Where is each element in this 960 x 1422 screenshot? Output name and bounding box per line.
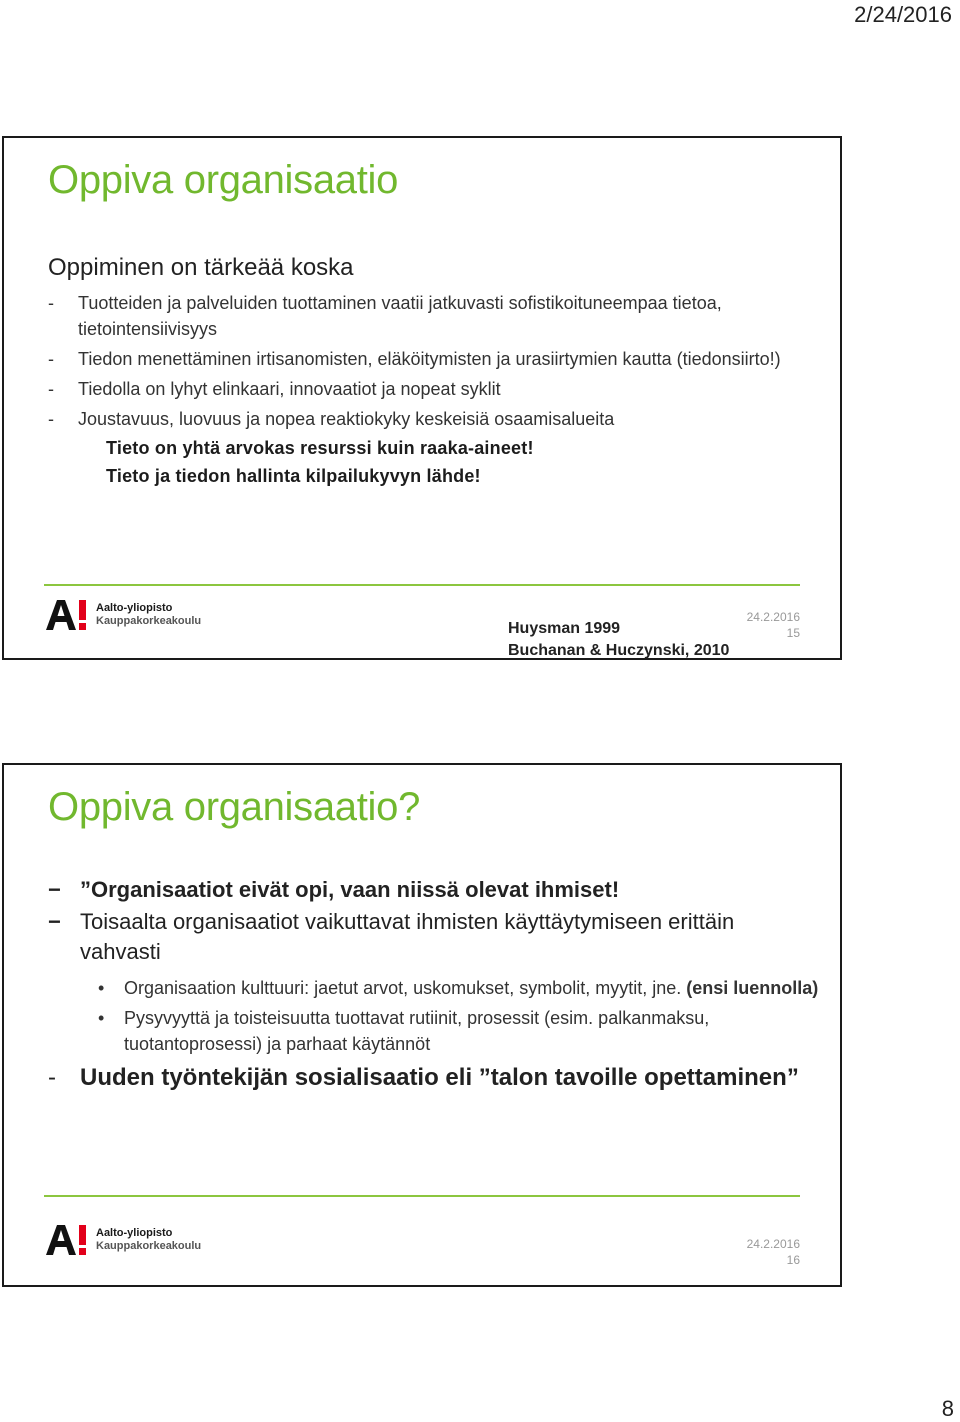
slide-body — [48, 254, 820, 490]
slide-heading: Oppiminen on tärkeää koska — [48, 254, 354, 281]
list-item: − ”Organisaatiot eivät opi, vaan niissä olevat ihmiset! — [48, 877, 620, 902]
list-item: − Toisaalta organisaatiot vaikuttavat ihmisten käyttäytymiseen erittäin vahvasti — [48, 909, 735, 964]
references — [508, 618, 729, 662]
emphasis-line: Tieto ja tiedon hallinta kilpailukyvyn lähde! — [106, 466, 481, 486]
logo-line-1: Aalto-yliopisto — [96, 602, 173, 614]
page-date: 2/24/2016 — [854, 2, 952, 27]
slide-title: Oppiva organisaatio — [48, 158, 399, 202]
slide-date: 24.2.2016 — [746, 1237, 800, 1251]
list-item: - Joustavuus, luovuus ja nopea reaktiokyky keskeisiä osaamisalueita — [48, 409, 615, 429]
logo-line-1: Aalto-yliopisto — [96, 1227, 173, 1239]
footer-divider — [44, 584, 800, 586]
logo-line-2: Kauppakorkeakoulu — [96, 615, 202, 627]
slide-number: 15 — [786, 626, 800, 640]
aalto-a-logo-icon — [46, 600, 90, 630]
bullet-item: • Pysyvyyttä ja toisteisuutta tuottavat rutiinit, prosessit (esim. palkanmaksu, tuotantoprosessi) ja parhaat käytännöt — [98, 1008, 710, 1054]
logo-line-2: Kauppakorkeakoulu — [96, 1240, 202, 1252]
bullet-item: • Organisaation kulttuuri: jaetut arvot, uskomukset, symbolit, myytit, jne. (ensi luennolla) — [98, 978, 819, 998]
slide-date: 24.2.2016 — [746, 610, 800, 624]
slide-number: 16 — [786, 1253, 800, 1267]
list-item: - Uuden työntekijän sosialisaatio eli ”talon tavoille opettaminen” — [48, 1064, 799, 1091]
reference: Buchanan & Huczynski, 2010 — [508, 642, 730, 659]
reference: Huysman 1999 — [508, 620, 621, 637]
slide-15 — [2, 136, 842, 660]
list-item: - Tiedolla on lyhyt elinkaari, innovaatiot ja nopeat syklit — [48, 379, 501, 399]
list-item: - Tuotteiden ja palveluiden tuottaminen vaatii jatkuvasti sofistikoituneempaa tietoa, tietointensiivisyys — [48, 293, 722, 339]
slide-16 — [2, 763, 842, 1287]
aalto-a-logo-icon — [46, 1225, 90, 1255]
slide-title: Oppiva organisaatio? — [48, 785, 421, 829]
aalto-logo — [46, 1225, 201, 1255]
emphasis-line: Tieto on yhtä arvokas resurssi kuin raaka-aineet! — [106, 438, 534, 458]
list-item: - Tiedon menettäminen irtisanomisten, eläköitymisten ja urasiirtymien kautta (tiedonsiirto!) — [48, 349, 781, 369]
slide-body — [48, 875, 820, 1093]
footer-divider — [44, 1195, 800, 1197]
aalto-logo — [46, 600, 201, 630]
page-number: 8 — [941, 1396, 954, 1421]
